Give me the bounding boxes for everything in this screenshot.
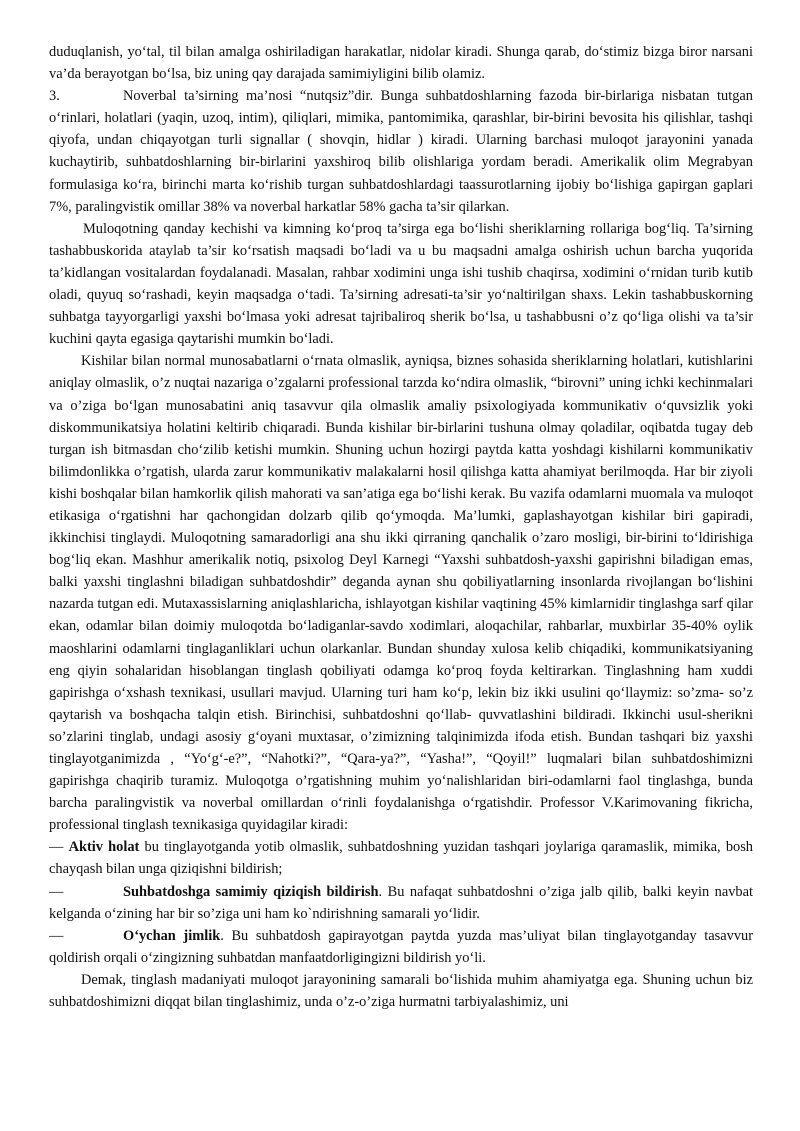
list-dash: — [49,927,64,944]
paragraph-noverbal-text: Noverbal ta’sirning ma’nosi “nutqsiz”dir. Bunga suhbatdoshlarning fazoda bir-birlariga nisbatan tutgan o‘rinlari, holatlari (yaqin, uzoq, intim), qiliqlari, mimika, pantomimika, qarashlar, bir-birini bevosita his qilishlar, tashqi qiyofa, undan chiqayotgan turli signallar ( shovqin, hidlar ) kiradi. Ularning barchasi muloqot jarayonini yanada kuchaytirib, suhbatdoshlarning bir-birlarini yaxshiroq bilib olishlariga yordam beradi. Amerikalik olim Megrabyan formulasiga ko‘ra, birinchi marta ko‘rishib turgan suhbatdoshlardagi taassurotlarning ijobiy bo‘lishiga gapirgan gaplari 7%, paralingvistik omillar 38% va noverbal harkatlar 58% gacha ta’sir qilarkan. [49,88,753,215]
list-dash: — [49,839,64,856]
list-item-active-text: bu tinglayotganda yotib olmaslik, suhbatdoshning yuzidan tashqari joylariga qaramaslik, mimika, bosh chayqash bilan unga qiziqishni bildirish; [49,839,753,878]
list-item-silence-title: O‘ychan jimlik [123,927,221,944]
list-item-silence-text: . Bu suhbatdosh gapirayotgan paytda yuzda mas’uliyat bilan tinglayotganday tasavvur qoldirish orqali o‘zingizning suhbatdan manfaatdorligingizni bildirish yo‘li. [49,927,753,966]
paragraph-listening: Kishilar bilan normal munosabatlarni o‘rnata olmaslik, ayniqsa, biznes sohasida sheriklarning holatlari, kutishlarini aniqlay olmaslik, o’z nuqtai nazariga o’zgalarni professional tarzda ko‘ndira olmaslik, “birovni” uning ichki kechinmalari va o’ziga bo‘lgan munosabatini aniq tasavvur qila olmaslik amaliy psixologiyada kommunikativ o‘quvsizlik yoki diskommunikatsiya holatini keltirib chiqaradi. Bunda kishilar bir-birlarini tushuna olmay qoladilar, oqibatda tugay deb turgan ish bitmasdan cho‘zilib ketishi mumkin. Shuning uchun hozirgi paytda katta yoshdagi kishilarni kommunikativ bilimdonlikka o’rgatish, ularda zarur kommunikativ malakalarni hosil qilishga katta ahamiyat berilmoqda. Har bir ziyoli kishi boshqalar bilan hamkorlik qilish mahorati va san’atiga ega bo‘lishi kerak. Bu vazifa odamlarni muomala va muloqot etikasiga o‘rgatishni har qachongidan dolzarb qilib qo‘ymoqda. Ma’lumki, gaplashayotgan kishilar biri gapiradi, ikkinchisi tinglaydi. Muloqotning samaradorligi ana shu ikki qirraning qanchalik o’zaro mosligi, bir-birini to‘ldirishiga bog‘liq ekan. Mashhur amerikalik notiq, psixolog Deyl Karnegi “Yaxshi suhbatdosh-yaxshi gapirishni biladigan emas, balki yaxshi tinglashni biladigan suhbatdoshdir” deganda aynan shu qobiliyatlarning insonlarda rivojlangan bo‘lishini nazarda tutgan edi. Mutaxassislarning aniqlashlaricha, ishlayotgan kishilar vaqtining 45% kimlarnidir tinglashga sarf qilar ekan, odamlar bilan doimiy muloqotda bo‘ladiganlar-savdo xodimlari, aloqachilar, rahbarlar, muxbirlar 35-40% oylik maoshlarini odamlarni tinglaganliklari uchun olarkanlar. Bundan shunday xulosa kelib chiqadiki, kommunikatsiyaning eng qiyin sohalaridan hisoblangan tinglash qobiliyati odamga ko‘proq foyda keltirarkan. Tinglashning ham xuddi gapirishga o‘xshash texnikasi, usullari mavjud. Ularning turi ham ko‘p, lekin biz ikki usulini qo‘llaymiz: so’zma- so’z qaytarish va boshqacha talqin etish. Birinchisi, suhbatdoshni qo‘llab- quvvatlashini bildiradi. Ikkinchi usul-sherikni so’zlarini tinglab, undagi asosiy g‘oyani muxtasar, o’zimizning talqinimizda ifoda etish. Bundan tashqari biz yaxshi tinglayotganimizda , “Yo‘g‘-e?”, “Nahotki?”, “Qara-ya?”, “Yasha!”, “Qoyil!” luqmalari bilan suhbatdoshimizni gapirishga chaqirib turamiz. Muloqotga o’rgatishning muhim yo‘nalishlaridan biri-odamlarni faol tinglashga, bunda barcha paralingvistik va noverbal omillardan o‘rinli foydalanishga o‘rgatishdir. Professor V.Karimovaning fikricha, professional tinglash texnikasiga quyidagilar kiradi: [49,353,753,834]
list-dash: — [49,883,64,900]
list-item-interest-text: . Bu nafaqat suhbatdoshni o’ziga jalb qilib, balki keyin navbat kelganda o‘zining har bir so’ziga uni ham ko`ndirishning samarali yo‘lidir. [49,883,753,922]
paragraph-roles: Muloqotning qanday kechishi va kimning ko‘proq ta’sirga ega bo‘lishi sheriklarning rollariga bog‘liq. Ta’sirning tashabbuskorida ataylab ta’sir ko‘rsatish maqsadi bo‘ladi va u bu maqsadni amalga oshirish uchun barcha yuqorida ta’kidlangan vositalardan foydalanadi. Masalan, rahbar xodimini unga ishi tushib chaqirsa, xodimini o‘rnidan turib kutib oladi, quyuq so‘rashadi, keyin maqsadga o‘tadi. Ta’sirning adresati-ta’sir yo‘naltirilgan shaxs. Lekin tashabbuskorning suhbatga tayyorgarligi yaxshi bo‘lmasa yoki adresat tajribaliroq sherik bo‘lsa, u tashabbusni o’z qo‘liga olishi va ta’sir kuchini qayta egasiga qaytarishi mumkin bo‘ladi. [49,220,753,348]
paragraph-noverbal [49,85,753,218]
paragraph-continuation: duduqlanish, yo‘tal, til bilan amalga oshiriladigan harakatlar, nidolar kiradi. Shunga qarab, do‘stimiz bizga biror narsani va’da berayotgan bo‘lsa, biz uning qay darajada samimiyligini bilib olamiz. [49,44,753,83]
list-item-interest-title: Suhbatdoshga samimiy qiziqish bildirish [123,883,379,900]
list-number: 3. [49,88,60,105]
list-item-active [49,836,753,880]
list-item-silence [49,925,753,969]
list-item-interest [49,881,753,925]
paragraph-conclusion: Demak, tinglash madaniyati muloqot jarayonining samarali bo‘lishida muhim ahamiyatga ega. Shuning uchun biz suhbatdoshimizni diqqat bilan tinglashimiz, unda o’z-o’ziga hurmatni tarbiyalashimiz, uni [49,971,753,1011]
list-item-active-title: Aktiv holat [68,839,140,856]
